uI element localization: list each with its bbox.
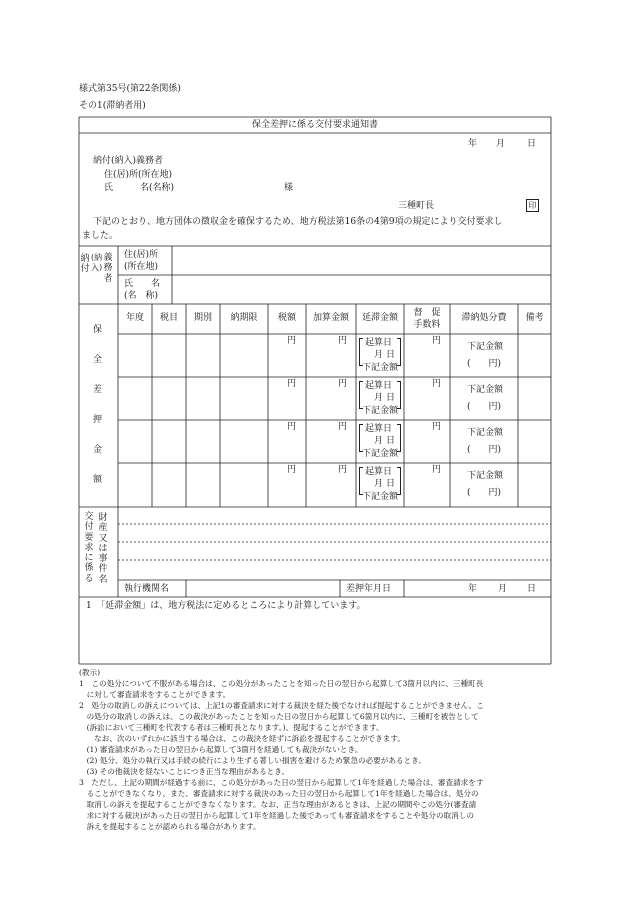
addressee-role: 納付(納入)義務者 <box>93 156 164 166</box>
delay-start: 起算日 <box>365 381 393 391</box>
delay-month: 月 <box>374 350 384 360</box>
col-year: 年度 <box>125 313 144 323</box>
seizure-date-label: 差押年月日 <box>346 584 392 594</box>
instruction-line: (1) 審査請求があった日の翌日から起算して3箇月を経過しても裁決がないとき。 <box>79 745 363 754</box>
dunning-yen: 円 <box>432 336 442 346</box>
obligor-name-sub: (名 称) <box>124 291 159 301</box>
instruction-line: 1 この処分について不服がある場合は、この処分があったことを知った日の翌日から起算して3箇月以内に、三種町長 <box>79 679 484 688</box>
obligor-address-label: 住(居)所 <box>124 250 159 260</box>
bracket-right <box>397 424 401 452</box>
request-side-label: 交付要求に係る <box>84 512 94 584</box>
col-disposition-fee: 滞納処分費 <box>461 313 507 323</box>
delay-start: 起算日 <box>365 338 393 348</box>
bracket-left <box>359 424 363 452</box>
addressee-honorific: 様 <box>284 183 294 193</box>
fee-note: 下記金額 <box>467 342 504 352</box>
seizure-side-label-5: 金 <box>93 445 103 455</box>
fee-note: 下記金額 <box>467 471 504 481</box>
seizure-side-label-3: 差 <box>93 385 103 395</box>
delay-month: 月 <box>374 479 384 489</box>
instruction-line: 3 ただし、上記の期間が経過する前に、この処分があった日の翌日から起算して1年を経過した場合は、審査請求をす <box>79 778 484 787</box>
delay-month: 月 <box>374 436 384 446</box>
instruction-line: (3) その他裁決を経ないことにつき正当な理由があるとき。 <box>79 767 290 776</box>
instruction-line: に対して審査請求をすることができます。 <box>79 690 231 699</box>
form-variant: その1(滞納者用) <box>79 101 146 111</box>
delay-day: 日 <box>386 393 396 403</box>
seal-mark: 印 <box>526 199 539 212</box>
fee-paren: ( 円) <box>467 402 502 412</box>
seizure-side-label-1: 保 <box>93 325 103 335</box>
instruction-line: 訴えを提起することが認められる場合があります。 <box>79 822 261 831</box>
body-text-line1: 下記のとおり、地方団体の徴収金を確保するため、地方税法第16条の4第9項の規定により交付要求し <box>93 217 503 227</box>
request-side-label-2: 財産又は事件名 <box>98 513 108 585</box>
date-month: 月 <box>496 139 506 149</box>
dunning-yen: 円 <box>432 465 442 475</box>
bracket-left <box>359 381 363 409</box>
col-delay: 延滞金額 <box>361 313 398 323</box>
col-due-date: 納期限 <box>230 313 258 323</box>
bracket-left <box>359 467 363 495</box>
addressee-name-label: 氏 名(名称) <box>104 183 175 193</box>
seizure-month: 月 <box>498 584 508 594</box>
addressee-address-label: 住(居)所(所在地) <box>104 170 173 180</box>
obligor-label-right: 義務者 <box>103 253 113 284</box>
obligor-label-paren: (納入) <box>91 253 103 273</box>
tax-yen: 円 <box>287 422 297 432</box>
delay-start: 起算日 <box>365 467 393 477</box>
delay-month: 月 <box>374 393 384 403</box>
dunning-yen: 円 <box>432 379 442 389</box>
col-period: 期別 <box>193 313 212 323</box>
obligor-address-sub: (所在地) <box>124 262 159 272</box>
fee-paren: ( 円) <box>467 359 502 369</box>
bracket-right <box>397 467 401 495</box>
date-day: 日 <box>527 139 537 149</box>
footnote: 1 「延滞金額」は、地方税法に定めるところにより計算しています。 <box>86 601 366 611</box>
delay-start: 起算日 <box>365 424 393 434</box>
instruction-line: 2 処分の取消しの訴えについては、上記1の審査請求に対する裁決を経た後でなければ提起することができません。こ <box>79 701 484 710</box>
tax-yen: 円 <box>287 465 297 475</box>
seizure-day: 日 <box>527 584 537 594</box>
col-tax-item: 税目 <box>159 313 178 323</box>
tax-yen: 円 <box>287 379 297 389</box>
additional-yen: 円 <box>338 465 348 475</box>
fee-note: 下記金額 <box>467 385 504 395</box>
col-remarks: 備考 <box>525 313 544 323</box>
obligor-name-label: 氏 名 <box>124 279 161 289</box>
form-number: 様式第35号(第22条関係) <box>79 84 181 94</box>
delay-note: 下記金額 <box>362 406 399 416</box>
fee-note: 下記金額 <box>467 428 504 438</box>
col-dunning-fee: 手数料 <box>413 320 441 330</box>
instruction-line: 取消しの訴えを提起することができなくなります。なお、正当な理由があるときは、上記の期間やこの処分(審査請 <box>79 800 477 809</box>
instruction-line: ることができなくなり、また、審査請求に対する裁決のあった日の翌日から起算して1年を経過した場合は、処分の <box>79 789 479 798</box>
delay-day: 日 <box>386 436 396 446</box>
col-additional: 加算金額 <box>312 313 349 323</box>
fee-paren: ( 円) <box>467 445 502 455</box>
seizure-year: 年 <box>468 584 478 594</box>
bracket-right <box>397 338 401 366</box>
bracket-right <box>397 381 401 409</box>
delay-note: 下記金額 <box>362 449 399 459</box>
instruction-line: なお、次のいずれかに該当する場合は、この裁決を経ずに訴訟を提起することができます。 <box>79 734 405 743</box>
col-dunning: 督 促 <box>413 308 441 318</box>
bracket-left <box>359 338 363 366</box>
instructions-title: (教示) <box>79 668 101 677</box>
instruction-line: (訴訟において三種町を代表する者は三種町長となります。)、提起することができます。 <box>79 723 384 732</box>
additional-yen: 円 <box>338 422 348 432</box>
agency-label: 執行機関名 <box>124 584 170 594</box>
tax-yen: 円 <box>287 336 297 346</box>
fee-paren: ( 円) <box>467 488 502 498</box>
date-year: 年 <box>468 139 478 149</box>
col-tax-amount: 税額 <box>277 313 296 323</box>
seizure-side-label-6: 額 <box>93 475 103 485</box>
additional-yen: 円 <box>338 379 348 389</box>
additional-yen: 円 <box>338 336 348 346</box>
seizure-side-label-2: 全 <box>93 355 103 365</box>
obligor-label-left: 納付 <box>80 254 90 275</box>
instruction-line: 求に対する裁決)があった日の翌日から起算して1年を経過した後であっても審査請求をすることや処分の取消しの <box>79 811 474 820</box>
instruction-line: (2) 処分、処分の執行又は手続の続行により生ずる著しい損害を避けるため緊急の必要があるとき。 <box>79 756 426 765</box>
delay-day: 日 <box>386 350 396 360</box>
delay-note: 下記金額 <box>362 363 399 373</box>
delay-note: 下記金額 <box>362 492 399 502</box>
instruction-line: の処分の取消しの訴えは、この裁決があったことを知った日の翌日から起算して6箇月以内に、三種町を被告として <box>79 712 479 721</box>
document-title: 保全差押に係る交付要求通知書 <box>251 120 378 130</box>
dunning-yen: 円 <box>432 422 442 432</box>
issuer-title: 三種町長 <box>398 201 435 211</box>
body-text-line2: ました。 <box>82 231 119 241</box>
delay-day: 日 <box>386 479 396 489</box>
seizure-side-label-4: 押 <box>93 415 103 425</box>
